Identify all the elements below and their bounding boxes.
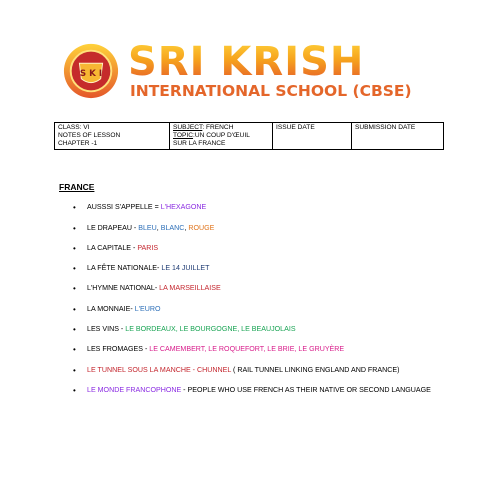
fact-text-part: LA MONNAIE-: [87, 304, 135, 313]
issue-date-label: ISSUE DATE: [276, 124, 315, 131]
bullet-icon: •: [73, 243, 76, 253]
school-name: SRI KRISH: [128, 40, 458, 84]
bullet-icon: •: [73, 325, 76, 335]
issue-date-cell: [273, 123, 352, 150]
fact-text-part: LE BORDEAUX, LE BOURGOGNE, LE BEAUJOLAIS: [125, 325, 296, 334]
fact-text-part: LE TUNNEL SOUS LA MANCHE - CHUNNEL: [87, 365, 232, 374]
fact-text-part: LA CAPITALE -: [87, 243, 138, 252]
bullet-icon: •: [73, 203, 76, 213]
school-subtitle: INTERNATIONAL SCHOOL (CBSE): [130, 82, 412, 100]
school-logo: [56, 38, 456, 104]
fact-text-part: ROUGE: [188, 223, 215, 232]
fact-item: [56, 244, 446, 253]
notes-line: NOTES OF LESSON: [58, 132, 121, 139]
fact-text-part: ,: [184, 223, 189, 232]
subject-label: SUBJECT: [173, 124, 203, 131]
bullet-icon: •: [73, 304, 76, 314]
bullet-icon: •: [73, 264, 76, 274]
fact-item: [56, 224, 446, 233]
chapter-line: CHAPTER -1: [58, 140, 98, 147]
fact-text-part: LES FROMAGES -: [87, 345, 150, 354]
bullet-icon: •: [73, 365, 76, 375]
topic-label: TOPIC: [173, 132, 194, 139]
subject-topic-cell: [170, 123, 273, 150]
class-line: CLASS: VI: [58, 124, 90, 131]
svg-text:S K I: S K I: [79, 68, 103, 79]
bullet-icon: •: [73, 284, 76, 294]
submission-date-label: SUBMISSION DATE: [355, 124, 416, 131]
fact-text-part: BLEU: [138, 223, 157, 232]
school-emblem-icon: [62, 42, 120, 100]
submission-date-cell: [352, 123, 444, 150]
section-title: FRANCE: [59, 182, 95, 192]
topic-value: :UN COUP D'ŒUIL: [193, 132, 250, 139]
fact-text-part: LES VINS -: [87, 325, 126, 334]
fact-text-part: LA FÊTE NATIONALE-: [87, 264, 162, 273]
fact-item: [56, 345, 446, 354]
fact-text-part: LA MARSEILLAISE: [159, 284, 221, 293]
bullet-icon: •: [73, 345, 76, 355]
fact-text-part: BLANC: [160, 223, 185, 232]
fact-text-part: LE CAMEMBERT, LE ROQUEFORT, LE BRIE, LE GRUYÈRE: [149, 345, 345, 354]
class-info-cell: [55, 123, 170, 150]
subject-value: : FRENCH: [202, 124, 234, 131]
fact-text-part: L'HYMNE NATIONAL-: [87, 284, 160, 293]
fact-text-part: PARIS: [137, 243, 159, 252]
fact-text-part: - PEOPLE WHO USE FRENCH AS THEIR NATIVE OR SECOND LANGUAGE: [181, 385, 431, 394]
bullet-icon: •: [73, 223, 76, 233]
topic-value-continued: SUR LA FRANCE: [173, 140, 226, 147]
fact-text-part: ( RAIL TUNNEL LINKING ENGLAND AND FRANCE): [231, 365, 400, 374]
fact-text-part: LE DRAPEAU -: [87, 223, 139, 232]
fact-text-part: AUSSSI S'APPELLE =: [87, 203, 161, 212]
bullet-icon: •: [73, 385, 76, 395]
fact-item: [56, 366, 446, 375]
fact-text-part: LE MONDE FRANCOPHONE: [87, 385, 182, 394]
facts-list: [56, 192, 446, 395]
fact-text-part: L'HEXAGONE: [160, 203, 207, 212]
fact-item: [56, 203, 446, 212]
lesson-info-table: [54, 122, 444, 150]
fact-item: [56, 305, 446, 314]
fact-item: [56, 386, 446, 395]
fact-item: [56, 264, 446, 273]
fact-text-part: L'EURO: [134, 304, 161, 313]
fact-item: [56, 284, 446, 293]
fact-text-part: LE 14 JUILLET: [161, 264, 210, 273]
fact-item: [56, 325, 446, 334]
fact-text-part: ,: [156, 223, 161, 232]
